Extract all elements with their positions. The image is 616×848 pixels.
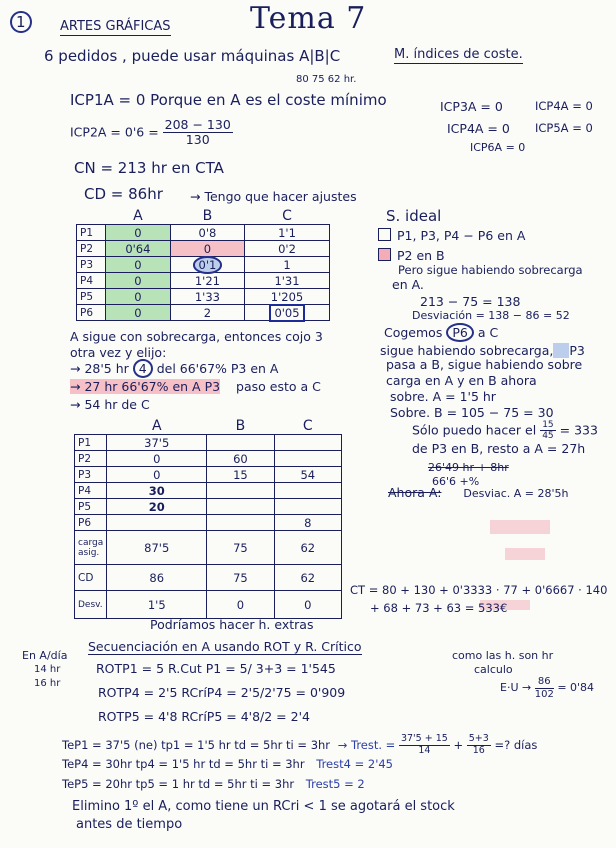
tep-line-1: TeP1 = 37'5 (ne) tp1 = 1'5 hr td = 5hr ti = 3hr → Trest. = $\frac{37'5 + 15}{14}$ + $\frac{5+3}{16}$ =? días bbox=[62, 733, 538, 756]
note-line-3: → 28'5 hr 4 del 66'67% P3 en A bbox=[70, 361, 279, 376]
ajustes-note: → Tengo que hacer ajustes bbox=[190, 189, 357, 204]
assignment-table bbox=[74, 418, 342, 619]
icp-right-1a: ICP3A = 0 bbox=[440, 99, 503, 114]
ideal-line-2: P2 en B bbox=[378, 248, 445, 263]
cd-value: CD = 86hr bbox=[84, 185, 163, 203]
ideal-line-14: de P3 en B, resto a A = 27h bbox=[412, 441, 586, 456]
section-number: 1 bbox=[10, 14, 32, 31]
ideal-line-13: Sólo puedo hacer el $\frac{15}{45}$ = 333 bbox=[412, 420, 598, 442]
cost-index-label: M. índices de coste. bbox=[394, 47, 523, 62]
col-header: B bbox=[202, 208, 213, 224]
ideal-line-1: P1, P3, P4 − P6 en A bbox=[378, 228, 525, 243]
secuencia-title: Secuenciación en A usando ROT y R. Crítico bbox=[88, 639, 362, 654]
ct-line-2: + 68 + 73 + 63 = 533€ bbox=[370, 601, 508, 615]
cost-index-table bbox=[76, 208, 330, 321]
table-row: P1 37'5 bbox=[75, 435, 342, 451]
table-row: P6 8 bbox=[75, 515, 342, 531]
pink-smudge bbox=[490, 520, 550, 534]
table-row: P5 0 1'33 1'205 bbox=[77, 289, 330, 305]
conclusion-line-2: antes de tiempo bbox=[76, 817, 183, 832]
col-header: A bbox=[133, 208, 143, 224]
table-row: P3 0 0'1 1 bbox=[77, 257, 330, 273]
table-row-cd: CD 86 75 62 bbox=[75, 565, 342, 591]
ideal-line-17: Ahora A: Desviac. A = 28'5h bbox=[388, 485, 569, 500]
table-row: P2 0'64 0 0'2 bbox=[77, 241, 330, 257]
icp-right-2b: ICP5A = 0 bbox=[535, 121, 593, 135]
ideal-line-3: Pero sigue habiendo sobrecarga bbox=[398, 263, 583, 277]
icp-right-3: ICP6A = 0 bbox=[470, 141, 526, 154]
table-row: P1 0 0'8 1'1 bbox=[77, 225, 330, 241]
ideal-line-12: Sobre. B = 105 − 75 = 30 bbox=[390, 405, 554, 420]
ideal-line-10: carga en A y en B ahora bbox=[386, 373, 537, 388]
table-row: P6 0 2 0'05 bbox=[77, 305, 330, 321]
ideal-line-4: 213 − 75 = 138 bbox=[420, 294, 521, 309]
secuencia-left-1: En A/día bbox=[22, 649, 68, 662]
como-line-1: como las h. son hr bbox=[452, 649, 554, 662]
rot-line-3: ROTP5 = 4'8 RCríP5 = 4'8/2 = 2'4 bbox=[98, 709, 310, 724]
table-row: P3 0 15 54 bbox=[75, 467, 342, 483]
ct-line-1: CT = 80 + 130 + 0'3333 · 77 + 0'6667 · 140 bbox=[350, 583, 608, 597]
col-header: C bbox=[282, 208, 292, 224]
ideal-line-11: sobre. A = 1'5 hr bbox=[390, 389, 496, 404]
col-header: A bbox=[151, 418, 162, 434]
conclusion-line-1: Elimino 1º el A, como tiene un RCri < 1 se agotará el stock bbox=[72, 799, 455, 814]
secuencia-left-3: 16 hr bbox=[34, 678, 61, 689]
rot-line-1: ROTP1 = 5 R.Cut P1 = 5/ 3+3 = 1'545 bbox=[96, 661, 336, 676]
table-row: P4 0 1'21 1'31 bbox=[77, 273, 330, 289]
col-header: B bbox=[235, 418, 246, 434]
machines-hours: 80 75 62 hr. bbox=[296, 74, 357, 85]
note-line-2: otra vez y elijo: bbox=[70, 345, 167, 360]
eu-line: E·U → $\frac{86}{102}$ = 0'84 bbox=[500, 676, 595, 700]
icp-line-2: ICP2A = 0'6 = $\frac{208 - 130}{130}$ bbox=[70, 117, 231, 148]
ideal-line-16: 66'6 +% bbox=[432, 475, 480, 488]
intro-text: 6 pedidos , puede usar máquinas A|B|C bbox=[44, 47, 341, 65]
table-row: P2 0 60 bbox=[75, 451, 342, 467]
ideal-line-9: pasa a B, sigue habiendo sobre bbox=[386, 357, 583, 372]
tep-line-3: TeP5 = 20hr tp5 = 1 hr td = 5hr ti = 3hr Trest5 = 2 bbox=[62, 777, 365, 791]
icp-right-1b: ICP4A = 0 bbox=[535, 99, 593, 113]
como-line-2: calculo bbox=[474, 663, 513, 676]
icp-line-1: ICP1A = 0 Porque en A es el coste mínimo bbox=[70, 91, 387, 109]
icp-right-2a: ICP4A = 0 bbox=[447, 121, 510, 136]
tep-line-2: TeP4 = 30hr tp4 = 1'5 hr td = 5hr ti = 3hr Trest4 = 2'45 bbox=[62, 757, 393, 771]
pink-smudge bbox=[505, 548, 545, 560]
table-row: P5 20 bbox=[75, 499, 342, 515]
horas-extras-note: Podríamos hacer h. extras bbox=[150, 617, 314, 632]
rot-line-2: ROTP4 = 2'5 RCríP4 = 2'5/2'75 = 0'909 bbox=[98, 685, 346, 700]
ideal-line-6: Cogemos P6 a C bbox=[384, 325, 499, 340]
cn-value: CN = 213 hr en CTA bbox=[74, 159, 224, 177]
col-header: C bbox=[302, 418, 313, 434]
page-title: Tema 7 bbox=[250, 1, 367, 36]
note-line-1: A sigue con sobrecarga, entonces cojo 3 bbox=[70, 329, 323, 344]
ideal-line-7: sigue habiendo sobrecarga, P3 bbox=[380, 343, 585, 358]
table-row-carga: carga asig. 87'5 75 62 bbox=[75, 531, 342, 565]
section-title: ARTES GRÁFICAS bbox=[60, 19, 171, 34]
note-line-5: → 54 hr de C bbox=[70, 397, 150, 412]
ideal-title: S. ideal bbox=[386, 207, 442, 225]
table-row-desv: Desv. 1'5 0 0 bbox=[75, 591, 342, 619]
note-line-4: → 27 hr 66'67% en A P3 paso esto a C bbox=[70, 379, 321, 394]
ideal-line-3b: en A. bbox=[392, 277, 424, 292]
ideal-line-15: 26'49 hr + 8hr bbox=[428, 461, 509, 474]
table-row: P4 30 bbox=[75, 483, 342, 499]
ideal-line-5: Desviación = 138 − 86 = 52 bbox=[412, 309, 570, 322]
secuencia-left-2: 14 hr bbox=[34, 664, 61, 675]
